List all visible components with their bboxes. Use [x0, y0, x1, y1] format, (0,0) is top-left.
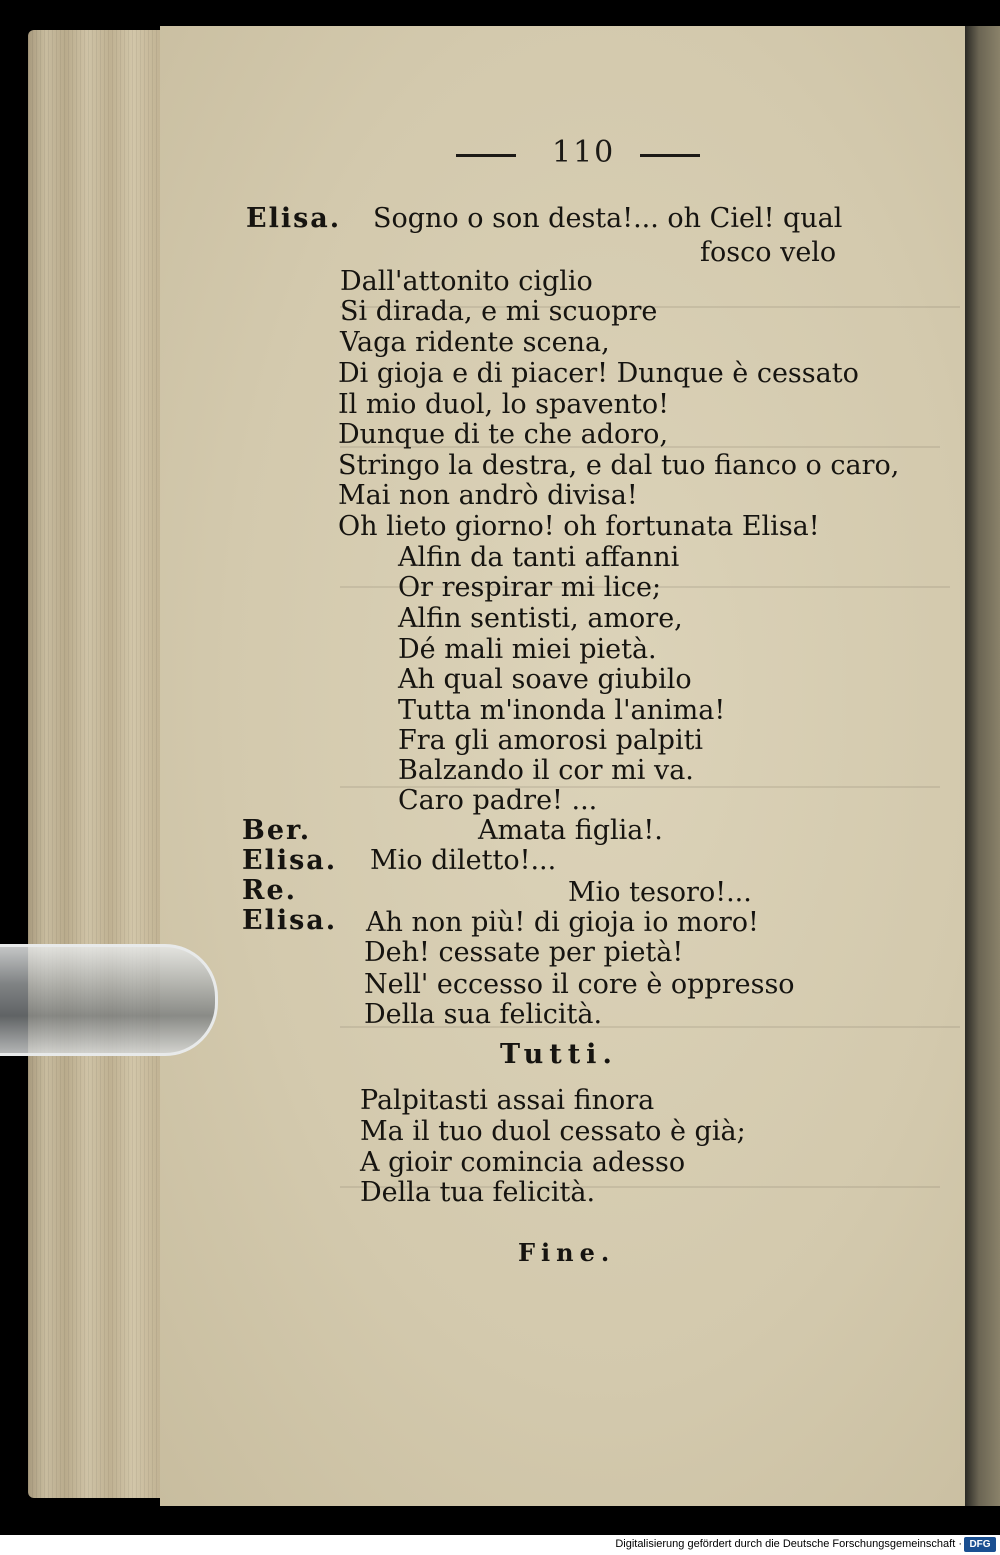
- page-number: 110: [552, 135, 616, 170]
- verse-line: Amata figlia!.: [478, 815, 663, 846]
- verse-line: Ma il tuo duol cessato è già;: [360, 1116, 746, 1147]
- funding-credit: Digitalisierung gefördert durch die Deutsche Forschungsgemeinschaft ·: [615, 1538, 962, 1550]
- verse-line: Sogno o son desta!... oh Ciel! qual: [373, 203, 843, 234]
- verse-line: Alfin sentisti, amore,: [398, 603, 683, 634]
- book-page-edges: [28, 30, 178, 1498]
- speaker-label: Elisa.: [246, 203, 342, 234]
- verse-line: Ah non più! di gioja io moro!: [366, 907, 759, 938]
- verse-line: Mai non andrò divisa!: [338, 480, 638, 511]
- digitization-footer: [0, 1535, 1000, 1555]
- verse-line: Ah qual soave giubilo: [398, 664, 692, 695]
- page-number-header: [452, 135, 712, 175]
- header-rule-right: [640, 154, 700, 157]
- verse-line: Di gioja e di piacer! Dunque è cessato: [338, 358, 859, 389]
- speaker-label: Elisa.: [242, 845, 338, 876]
- verse-line: A gioir comincia adesso: [360, 1147, 686, 1178]
- verse-line: Nell' eccesso il core è oppresso: [364, 969, 795, 1000]
- verse-line: Stringo la destra, e dal tuo fianco o caro,: [338, 450, 900, 481]
- verse-line: fosco velo: [700, 237, 837, 268]
- chorus-heading: Tutti.: [500, 1039, 618, 1070]
- verse-line: Il mio duol, lo spavento!: [338, 389, 669, 420]
- dfg-logo: DFG: [964, 1537, 996, 1552]
- verse-line: Alfin da tanti affanni: [398, 542, 680, 573]
- speaker-label: Ber.: [242, 815, 312, 846]
- verse-line: Mio tesoro!...: [568, 877, 752, 908]
- verse-line: Deh! cessate per pietà!: [364, 937, 684, 968]
- glass-page-holder: [0, 944, 218, 1056]
- verse-line: Della tua felicità.: [360, 1177, 596, 1208]
- end-marker: Fine.: [518, 1238, 616, 1267]
- verse-line: Oh lieto giorno! oh fortunata Elisa!: [338, 511, 820, 542]
- verse-line: Or respirar mi lice;: [398, 572, 662, 603]
- verse-line: Tutta m'inonda l'anima!: [398, 695, 726, 726]
- next-page-edge: [965, 26, 1000, 1506]
- verse-line: Dall'attonito ciglio: [340, 266, 593, 297]
- verse-line: Caro padre! ...: [398, 785, 598, 816]
- verse-line: Fra gli amorosi palpiti: [398, 725, 704, 756]
- speaker-label: Elisa.: [242, 905, 338, 936]
- verse-line: Dé mali miei pietà.: [398, 634, 657, 665]
- verse-line: Si dirada, e mi scuopre: [340, 296, 658, 327]
- verse-line: Balzando il cor mi va.: [398, 755, 694, 786]
- verse-line: Vaga ridente scena,: [340, 327, 610, 358]
- verse-line: Palpitasti assai finora: [360, 1085, 655, 1116]
- speaker-label: Re.: [242, 875, 298, 906]
- verse-line: Mio diletto!...: [370, 845, 557, 876]
- header-rule-left: [456, 154, 516, 157]
- verse-line: Della sua felicità.: [364, 999, 603, 1030]
- verse-line: Dunque di te che adoro,: [338, 419, 669, 450]
